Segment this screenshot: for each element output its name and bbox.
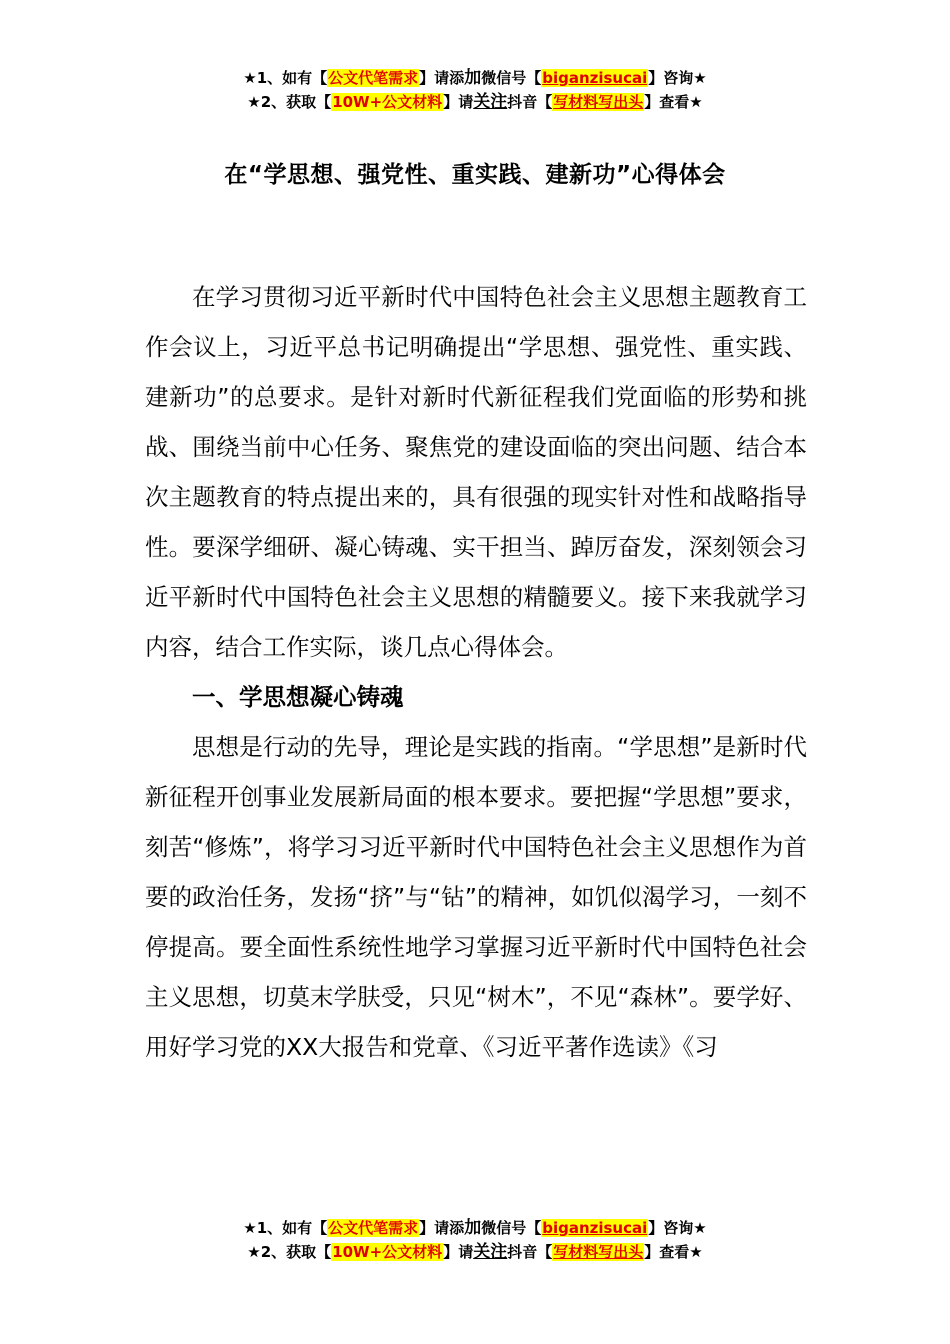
banner-text: 】请添 [419, 69, 465, 87]
banner-text: 微信号【 [481, 69, 542, 87]
body-paragraph: 思想是行动的先导，理论是实践的指南。“学思想”是新时代新征程开创事业发展新局面的根本要求。要把握“学思想”要求，刻苦“修炼”，将学习习近平新时代中国特色社会主义思想作为首要的政治任务，发扬“挤”与“钻”的精神，如饥似渴学习，一刻不停提高。要全面性系统性地学习掌握习近平新时代中国特色社会主义思想，切莫末学肤受，只见“树木”，不见“森林”。要学好、用好学习党的XX大报告和党章、《习近平著作选读》《习 [145, 733, 807, 1061]
banner-text: 加 [464, 68, 482, 88]
footer-banner [0, 1216, 950, 1264]
banner-line-1 [0, 66, 950, 90]
banner-text: 】请 [443, 93, 474, 111]
banner-text: 抖音【 [507, 93, 553, 111]
header-banner [0, 66, 950, 114]
banner-text: 微信号【 [481, 1219, 542, 1237]
banner-text: 】咨询★ [648, 69, 707, 87]
banner-text: ★2、获取【 [247, 93, 332, 111]
document-title: 在“学思想、强党性、重实践、建新功”心得体会 [224, 162, 726, 188]
banner-text: 】查看★ [644, 93, 703, 111]
banner-text: 加 [464, 1218, 482, 1238]
banner-line-2 [0, 90, 950, 114]
banner-text: 】查看★ [644, 1243, 703, 1261]
banner-line-1 [0, 1216, 950, 1240]
banner-line-2 [0, 1240, 950, 1264]
highlight-service: 公文代笔需求 [328, 1219, 419, 1237]
banner-text: ★1、如有【 [243, 69, 328, 87]
section-heading: 一、学思想凝心铸魂 [192, 683, 404, 711]
banner-text: ★2、获取【 [247, 1243, 332, 1261]
banner-text: 】请添 [419, 1219, 465, 1237]
banner-text: ★1、如有【 [243, 1219, 328, 1237]
wechat-id-link[interactable]: biganzisucai [542, 1219, 648, 1237]
douyin-account-link[interactable]: 写材料写出头 [553, 93, 644, 111]
document-body [145, 272, 807, 1072]
highlight-service: 公文代笔需求 [328, 69, 419, 87]
wechat-id-link[interactable]: biganzisucai [542, 69, 648, 87]
banner-text: 抖音【 [507, 1243, 553, 1261]
banner-text: 关注 [473, 92, 508, 112]
body-paragraph: 在学习贯彻习近平新时代中国特色社会主义思想主题教育工作会议上，习近平总书记明确提出“学思想、强党性、重实践、建新功”的总要求。是针对新时代新征程我们党面临的形势和挑战、围绕当前中心任务、聚焦党的建设面临的突出问题、结合本次主题教育的特点提出来的，具有很强的现实针对性和战略指导性。要深学细研、凝心铸魂、实干担当、踔厉奋发，深刻领会习近平新时代中国特色社会主义思想的精髓要义。接下来我就学习内容，结合工作实际，谈几点心得体会。 [145, 283, 807, 661]
banner-text: 】请 [443, 1243, 474, 1261]
banner-text: 关注 [473, 1242, 508, 1262]
banner-text: 】咨询★ [648, 1219, 707, 1237]
douyin-account-link[interactable]: 写材料写出头 [553, 1243, 644, 1261]
highlight-materials: 10W+公文材料 [332, 1243, 443, 1261]
highlight-materials: 10W+公文材料 [332, 93, 443, 111]
